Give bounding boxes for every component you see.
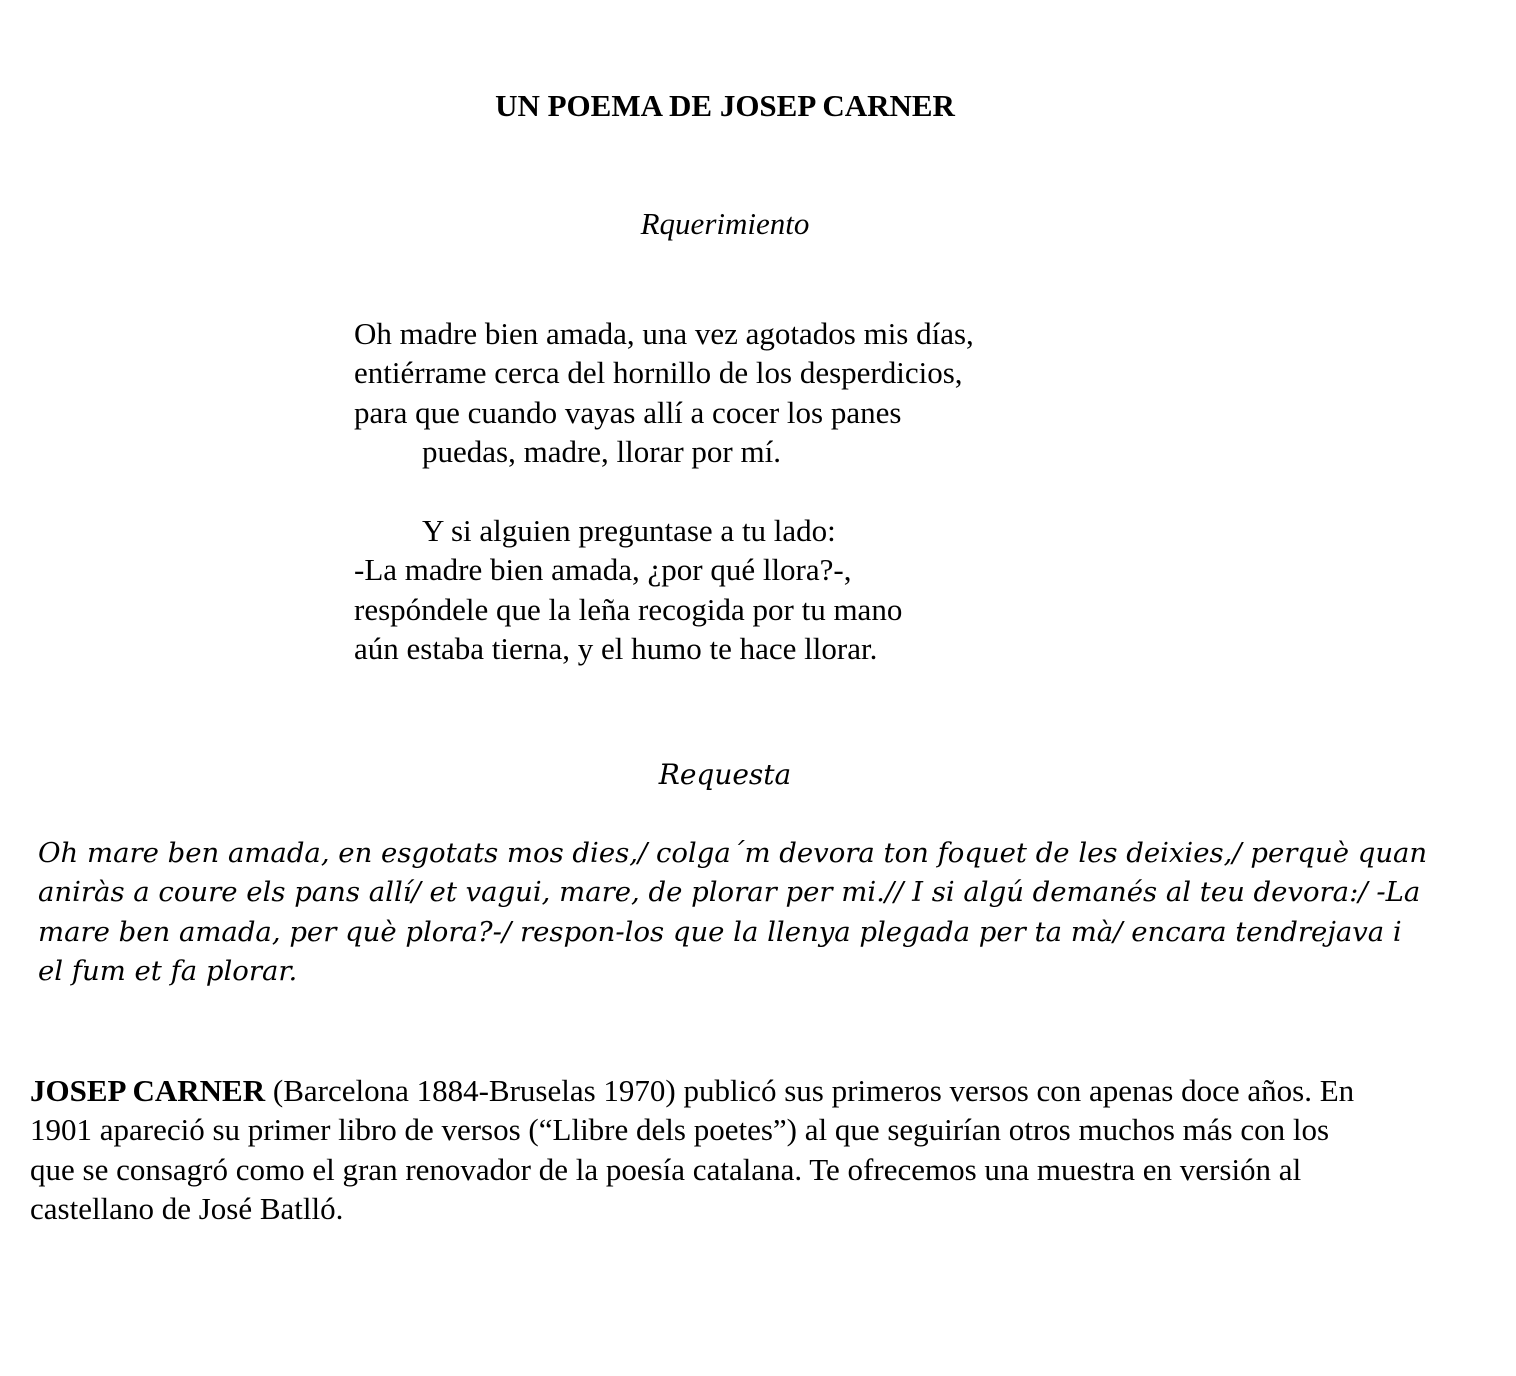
catalan-poem: Oh mare ben amada, en esgotats mos dies,/ colga´m devora ton foquet de les deixies,/ perquè quan aniràs a coure els pans allí/ et vagui, mare, de plorar per mi.// I si algú demanés al teu devora:/ -La mare ben amada, per què plora?-/ respon-los que la llenya plegada per ta mà/ encara tendrejava i el fum et fa plorar. — [38, 837, 1428, 988]
page-title: UN POEMA DE JOSEP CARNER — [495, 88, 955, 123]
poem-line: aún estaba tierna, y el humo te hace llorar. — [354, 631, 878, 667]
spanish-poem — [354, 314, 1254, 669]
poem-line: para que cuando vayas allí a cocer los panes — [354, 394, 902, 430]
spanish-poem-title: Rquerimiento — [640, 206, 810, 241]
catalan-poem-title: Requesta — [658, 758, 792, 791]
author-bio — [30, 1071, 1380, 1229]
poem-line: respóndele que la leña recogida por tu mano — [354, 591, 903, 627]
poem-line: Y si alguien preguntase a tu lado: — [422, 512, 836, 548]
stanza-break — [354, 472, 1254, 511]
poem-line: puedas, madre, llorar por mí. — [422, 434, 781, 470]
poem-line: Oh madre bien amada, una vez agotados mis días, — [354, 316, 974, 351]
author-name: JOSEP CARNER — [30, 1073, 266, 1108]
poem-line: entiérrame cerca del hornillo de los desperdicios, — [354, 355, 963, 391]
poem-line: -La madre bien amada, ¿por qué llora?-, — [354, 552, 852, 588]
author-bio-text: (Barcelona 1884-Bruselas 1970) publicó sus primeros versos con apenas doce años. En 1901 apareció su primer libro de versos (“Llibre dels poetes”) al que seguirían otros muchos más con los que se consagró como el gran renovador de la poesía catalana. Te ofrecemos una muestra en versión al castellano de José Batlló. — [30, 1073, 1355, 1227]
